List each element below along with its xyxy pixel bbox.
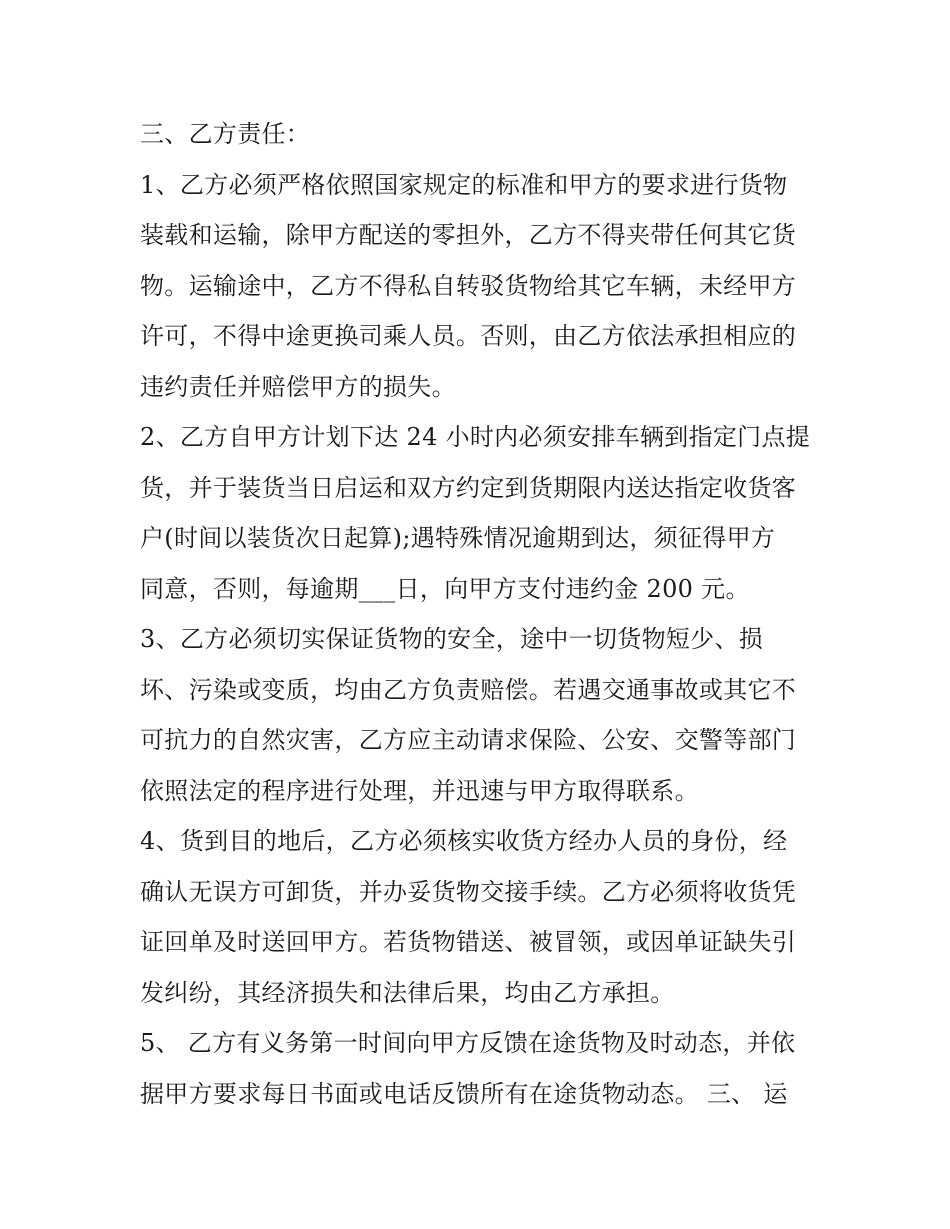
clause-1-line-1: 1、乙方必须严格依照国家规定的标准和甲方的要求进行货物 (140, 170, 788, 199)
clause-5-line-2: 据甲方要求每日书面或电话反馈所有在途货物动态。 三、 运 (140, 1079, 788, 1108)
clause-3-line-3: 可抗力的自然灾害，乙方应主动请求保险、公安、交警等部门 (140, 726, 797, 754)
clause-4-line-3: 证回单及时送回甲方。若货物错送、被冒领，或因单证缺失引 (140, 928, 797, 956)
section-heading: 三、乙方责任： (140, 120, 311, 148)
clause-5-line-1: 5、 乙方有义务第一时间向甲方反馈在途货物及时动态，并依 (140, 1029, 796, 1057)
clause-1-line-5: 违约责任并赔偿甲方的损失。 (140, 372, 456, 401)
clause-2-line-4: 同意，否则，每逾期___日，向甲方支付违约金 200 元。 (140, 574, 750, 603)
document-body (140, 109, 820, 1119)
clause-4-line-4: 发纠纷，其经济损失和法律后果，均由乙方承担。 (140, 978, 675, 1007)
clause-4-line-2: 确认无误方可卸货，并办妥货物交接手续。乙方必须将收货凭 (140, 877, 797, 906)
clause-3-line-1: 3、乙方必须切实保证货物的安全，途中一切货物短少、损 (140, 625, 764, 653)
clause-4-line-1: 4、货到目的地后，乙方必须核实收货方经办人员的身份，经 (140, 827, 788, 855)
clause-1-line-3: 物。运输途中，乙方不得私自转驳货物给其它车辆，未经甲方 (140, 271, 797, 300)
clause-2-line-1: 2、乙方自甲方计划下达 24 小时内必须安排车辆到指定门点提 (140, 423, 811, 451)
clause-1-line-4: 许可，不得中途更换司乘人员。否则，由乙方依法承担相应的 (140, 322, 797, 350)
clause-2-line-2: 货，并于装货当日启运和双方约定到货期限内送达指定收货客 (140, 473, 797, 502)
clause-1-line-2: 装载和运输，除甲方配送的零担外，乙方不得夹带任何其它货 (140, 221, 797, 249)
clause-3-line-4: 依照法定的程序进行处理，并迅速与甲方取得联系。 (140, 776, 699, 805)
clause-3-line-2: 坏、污染或变质，均由乙方负责赔偿。若遇交通事故或其它不 (140, 675, 797, 704)
clause-2-line-3: 户(时间以装货次日起算);遇特殊情况逾期到达，须征得甲方 (140, 524, 776, 552)
